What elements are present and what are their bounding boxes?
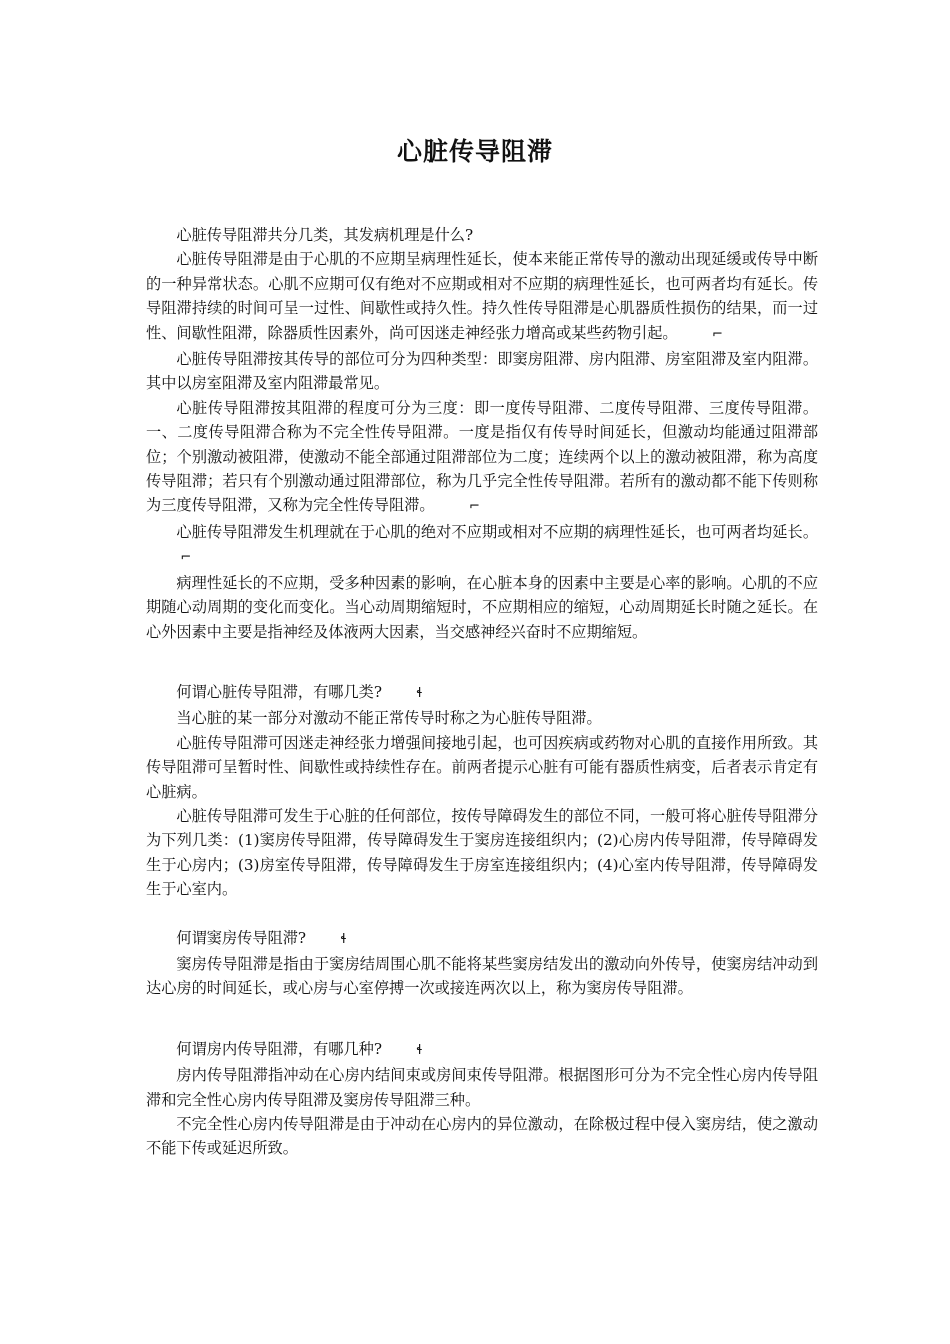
section-spacer xyxy=(146,902,818,926)
paragraph: 当心脏的某一部分对激动不能正常传导时称之为心脏传导阻滞。 xyxy=(176,709,602,728)
paragraph: 房内传导阻滞指冲动在心房内结间束或房间束传导阻滞。根据图形可分为不完全性心房内传导阻滞和完全性心房内传导阻滞及窦房传导阻滞三种。 xyxy=(146,1066,818,1109)
paragraph: 心脏传导阻滞按其传导的部位可分为四种类型：即窦房阻滞、房内阻滞、房室阻滞及室内阻滞。其中以房室阻滞及室内阻滞最常见。 xyxy=(146,350,818,393)
paragraph: 心脏传导阻滞可发生于心脏的任何部位，按传导障碍发生的部位不同，一般可将心脏传导阻滞分为下列几类：(1)窦房传导阻滞，传导障碍发生于窦房连接组织内；(2)心房内传导阻滞，传导障碍发生于心房内；(3)房室传导阻滞，传导障碍发生于房室连接组织内；(4)心室内传导阻滞，传导障碍发生于心室内。 xyxy=(146,806,818,899)
paragraph: 病理性延长的不应期，受多种因素的影响，在心脏本身的因素中主要是心率的影响。心肌的不应期随心动周期的变化而变化。当心动周期缩短时，不应期相应的缩短，心动周期延长时随之延长。在心外因素中主要是指神经及体液两大因素，当交感神经兴奋时不应期缩短。 xyxy=(146,573,818,641)
section-spacer xyxy=(146,1001,818,1037)
paragraph: 心脏传导阻滞是由于心肌的不应期呈病理性延长，使本来能正常传导的激动出现延缓或传导中断的一种异常状态。心肌不应期可仅有绝对不应期或相对不应期的病理性延长，也可两者均有延长。传导阻滞持续的时间可呈一过性、间歇性或持久性。持久性传导阻滞是心肌器质性损伤的结果，而一过性、间歇性阻滞，除器质性因素外，尚可因迷走神经张力增高或某些药物引起。 ⌐ xyxy=(146,247,818,347)
section-spacer xyxy=(146,644,818,680)
return-mark-icon: ⌐ xyxy=(711,326,723,342)
paragraph: 窦房传导阻滞是指由于窦房结周围心肌不能将某些窦房结发出的激动向外传导，使窦房结冲动到达心房的时间延长，或心房与心室停搏一次或接连两次以上，称为窦房传导阻滞。 xyxy=(146,954,818,998)
section-heading: 何谓窦房传导阻滞? ɬ xyxy=(146,926,818,952)
paragraph-mark-icon: ɬ xyxy=(340,931,347,947)
paragraph: 心脏传导阻滞按其阻滞的程度可分为三度：即一度传导阻滞、二度传导阻滞、三度传导阻滞。一、二度传导阻滞合称为不完全性传导阻滞。一度是指仅有传导时间延长，但激动均能通过阻滞部位；个别激动被阻滞，使激动不能全部通过阻滞部位为二度；连续两个以上的激动被阻滞，称为高度传导阻滞；若只有个别激动通过阻滞部位，称为几乎完全性传导阻滞。若所有的激动都不能下传则称为三度传导阻滞，又称为完全性传导阻滞。 ⌐ xyxy=(146,396,818,520)
section-heading: 何谓心脏传导阻滞，有哪几类? ɬ xyxy=(146,680,818,706)
return-mark-icon: ⌐ xyxy=(180,550,192,566)
section-heading: 何谓房内传导阻滞，有哪几种? ɬ xyxy=(146,1037,818,1063)
paragraph: 心脏传导阻滞发生机理就在于心肌的绝对不应期或相对不应期的病理性延长，也可两者均延长。⌐ xyxy=(146,520,818,571)
document-title: 心脏传导阻滞 xyxy=(396,137,553,166)
document-body xyxy=(146,223,818,1161)
return-mark-icon: ⌐ xyxy=(468,499,480,515)
paragraph: 不完全性心房内传导阻滞是由于冲动在心房内的异位激动，在除极过程中侵入窦房结，使之激动不能下传或延迟所致。 xyxy=(146,1115,818,1158)
paragraph: 心脏传导阻滞可因迷走神经张力增强间接地引起，也可因疾病或药物对心肌的直接作用所致。其传导阻滞可呈暂时性、间歇性或持续性存在。前两者提示心脏有可能有器质性病变，后者表示肯定有心脏病。 xyxy=(146,733,818,801)
paragraph-mark-icon: ɬ xyxy=(416,1042,423,1058)
paragraph-mark-icon: ɬ xyxy=(416,685,423,701)
section-heading: 心脏传导阻滞共分几类，其发病机理是什么? xyxy=(176,226,474,244)
